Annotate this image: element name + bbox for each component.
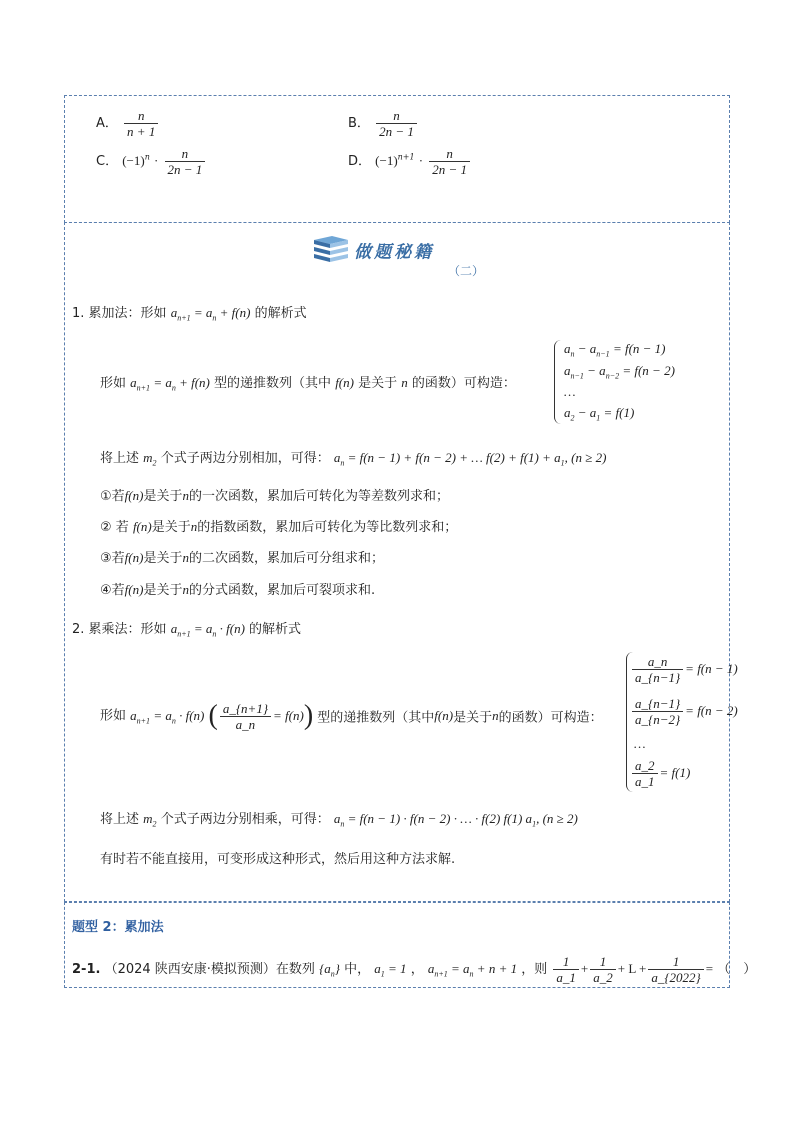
- secrets-title: 做题秘籍: [354, 242, 435, 263]
- s2-heading: 2. 累乘法：形如 $a_{n+1} = a_n \cdot f(n)$ 的解析式: [72, 621, 302, 639]
- secrets-header: [312, 234, 434, 266]
- option-c[interactable]: C． $(-1)^n$ · $\frac{n}{2n - 1}$: [96, 146, 207, 177]
- type2-label: 题型 2：累加法: [72, 920, 164, 935]
- answer-blank[interactable]: （ ）: [717, 962, 757, 977]
- books-icon: [312, 234, 350, 266]
- s2-system-eq2: $\frac{a\_\{n-1\}}{a\_\{n-2\}}$ = f(n − 2): [630, 696, 738, 727]
- option-b-fraction: $\frac{n}{2n - 1}$: [376, 108, 417, 139]
- question-2-1: 2-1. （2024 陕西安康·模拟预测）在数列 $\{a_n\}$ 中， $a_1 = 1$ ， $a_{n+1} = a_n + n + 1$ ，则 $\frac{1}{a\_1}$ + $\frac{1}{a\_2}$ + L + $\frac{1}{a\_\{2022\}}$ = （ ）: [72, 954, 757, 985]
- s1-case-2: ② 若 f(n)是关于n的指数函数，累加后可转化为等比数列求和；: [100, 519, 458, 535]
- s2-note: 有时若不能直接用，可变形成这种形式，然后用这种方法求解.: [100, 852, 456, 867]
- s2-ratio-fraction: $\frac{a\_\{n+1\}}{a\_n}$: [220, 701, 271, 732]
- option-a-fraction: $\frac{n}{n + 1}$: [124, 108, 158, 139]
- s1-case-1: ①若f(n)是关于n的一次函数，累加后可转化为等差数列求和；: [100, 488, 449, 504]
- s1-system-eq2: $a_{n-1} - a_{n-2} = f(n - 2)$: [564, 363, 675, 381]
- s1-system-eq3: …: [564, 384, 576, 399]
- s1-system-eq4: $a_2 - a_1 = f(1)$: [564, 405, 635, 423]
- s1-case-4: ④若f(n)是关于n的分式函数，累加后可裂项求和.: [100, 582, 376, 598]
- option-a[interactable]: A． $\frac{n}{n + 1}$: [96, 108, 160, 139]
- s2-system-eq4: $\frac{a\_2}{a\_1}$ = f(1): [630, 758, 690, 789]
- s1-sum-line: 将上述 $m_2$ 个式子两边分别相加，可得： $a_n = f(n - 1) + f(n - 2)$ + … $f(2) + f(1) + a_1$, (n ≥ 2): [100, 450, 607, 468]
- s2-system-eq3: …: [634, 736, 646, 751]
- s1-system-eq1: $a_n - a_{n-1} = f(n - 1)$: [564, 341, 666, 359]
- s1-case-3: ③若f(n)是关于n的二次函数，累加后可分组求和；: [100, 550, 384, 566]
- option-d[interactable]: D． $(-1)^{n+1}$ · $\frac{n}{2n - 1}$: [348, 146, 472, 177]
- s2-system-eq1: $\frac{a\_n}{a\_\{n-1\}}$ = f(n − 1): [630, 654, 738, 685]
- s1-heading: 1. 累加法：形如 $a_{n+1} = a_n + f(n)$ 的解析式: [72, 305, 307, 323]
- s1-system-brace: [554, 340, 561, 424]
- s1-construct-line: 形如 $a_{n+1} = a_n + f(n)$ 型的递推数列（其中 f(n) 是关于 n 的函数）可构造：: [100, 375, 516, 393]
- s2-construct-line: 形如 $a_{n+1} = a_n \cdot f(n)$ ( $\frac{a\_\{n+1\}}{a\_n}$ = f(n)) 型的递推数列（其中f(n)是关于n的函数）可构造：: [100, 700, 603, 732]
- option-c-fraction: $\frac{n}{2n - 1}$: [165, 146, 206, 177]
- s2-product-line: 将上述 $m_2$ 个式子两边分别相乘，可得： $a_n = f(n - 1) \cdot f(n - 2)$ · … · f(2) f(1) $a_1$, (n ≥ 2): [100, 811, 578, 829]
- secrets-subtitle: （二）: [448, 264, 485, 278]
- option-d-fraction: $\frac{n}{2n - 1}$: [429, 146, 470, 177]
- option-b[interactable]: B． $\frac{n}{2n - 1}$: [348, 108, 419, 139]
